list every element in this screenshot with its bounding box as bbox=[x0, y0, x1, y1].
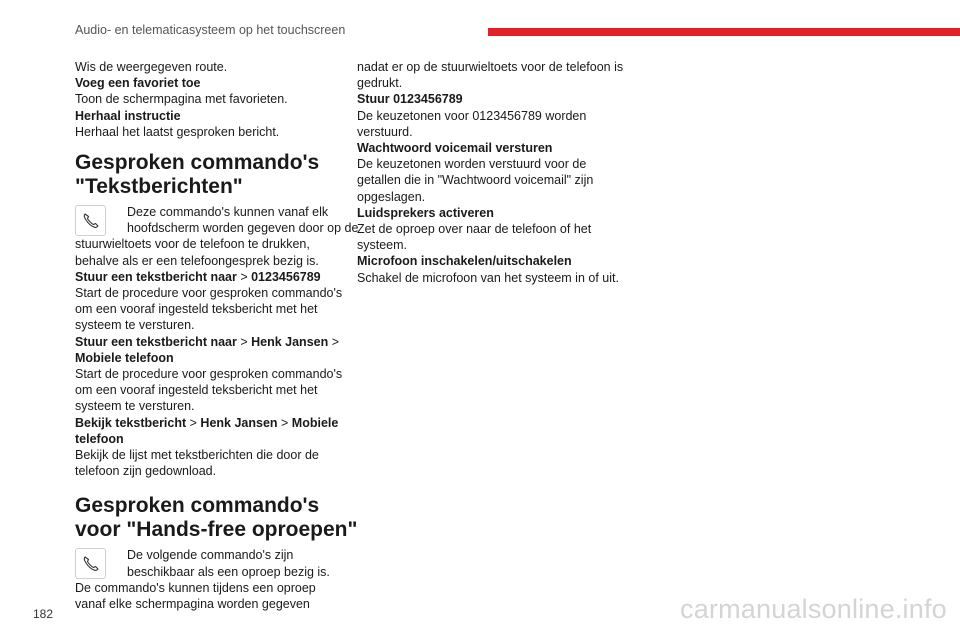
note-line: hoofdscherm worden gegeven door op de bbox=[127, 221, 359, 236]
section-title-line: "Tekstberichten" bbox=[75, 174, 243, 198]
command-description: om een vooraf ingesteld teksbericht met het bbox=[75, 302, 318, 317]
command-separator: > bbox=[236, 334, 252, 349]
command-description: Bekijk de lijst met tekstberichten die door de bbox=[75, 448, 319, 463]
section-title-line: Gesproken commando's bbox=[75, 151, 320, 175]
page-number: 182 bbox=[33, 607, 54, 621]
note-line: vanaf elke schermpagina worden gegeven bbox=[75, 597, 310, 612]
section-title-line: voor "Hands-free oproepen" bbox=[75, 517, 358, 541]
right-column bbox=[357, 59, 625, 286]
command-part: Mobiele bbox=[291, 415, 339, 430]
command-description: systeem te versturen. bbox=[75, 399, 195, 414]
body-line: Schakel de microfoon van het systeem in of uit. bbox=[357, 270, 619, 285]
left-column bbox=[75, 59, 359, 612]
command-separator: > bbox=[236, 269, 252, 284]
header-accent-bar bbox=[488, 28, 960, 36]
body-line: opgeslagen. bbox=[357, 189, 426, 204]
command-part: Stuur een tekstbericht naar bbox=[75, 334, 237, 349]
command-heading: Herhaal instructie bbox=[75, 108, 181, 123]
info-note bbox=[75, 547, 343, 579]
phone-icon bbox=[75, 205, 106, 236]
command-part: Bekijk tekstbericht bbox=[75, 415, 187, 430]
command-description: Start de procedure voor gesproken commando's bbox=[75, 286, 343, 301]
body-line: nadat er op de stuurwieltoets voor de telefoon is bbox=[357, 60, 624, 74]
watermark: carmanualsonline.info bbox=[680, 594, 947, 624]
command-description: telefoon zijn gedownload. bbox=[75, 464, 217, 479]
intro-line: Toon de schermpagina met favorieten. bbox=[75, 92, 288, 107]
command-heading: Luidsprekers activeren bbox=[357, 205, 494, 220]
command-heading-cont: telefoon bbox=[75, 431, 124, 446]
body-line: systeem. bbox=[357, 238, 408, 253]
command-description: om een vooraf ingesteld teksbericht met het bbox=[75, 383, 318, 398]
command-heading bbox=[75, 334, 343, 350]
left-intro bbox=[75, 59, 343, 140]
section-title-text-messages bbox=[75, 151, 343, 198]
command-heading: Microfoon inschakelen/uitschakelen bbox=[357, 254, 572, 269]
command-heading: Wachtwoord voicemail versturen bbox=[357, 141, 553, 156]
note-line: De commando's kunnen tijdens een oproep bbox=[75, 580, 316, 595]
command-part: 0123456789 bbox=[251, 269, 321, 284]
command-heading: Voeg een favoriet toe bbox=[75, 76, 201, 91]
command-description: Start de procedure voor gesproken commando's bbox=[75, 367, 343, 382]
command-heading-cont: Mobiele telefoon bbox=[75, 350, 174, 365]
body-line: verstuurd. bbox=[357, 124, 413, 139]
command-separator: > bbox=[328, 334, 340, 349]
body-line: De keuzetonen worden verstuurd voor de bbox=[357, 157, 587, 172]
body-line: Zet de oproep over naar de telefoon of het bbox=[357, 222, 592, 237]
command-part: Stuur een tekstbericht naar bbox=[75, 269, 237, 284]
note-line: beschikbaar als een oproep bezig is. bbox=[127, 564, 330, 579]
intro-line: Wis de weergegeven route. bbox=[75, 60, 228, 74]
command-description: systeem te versturen. bbox=[75, 318, 195, 333]
header-title: Audio- en telematicasysteem op het touchscreen bbox=[75, 23, 346, 37]
note-line: behalve als er een telefoongesprek bezig is. bbox=[75, 253, 319, 268]
command-heading bbox=[75, 269, 343, 285]
info-note bbox=[75, 204, 359, 236]
note-line: stuurwieltoets voor de telefoon te drukken, bbox=[75, 237, 310, 252]
intro-line: Herhaal het laatst gesproken bericht. bbox=[75, 124, 280, 139]
note-line: Deze commando's kunnen vanaf elk bbox=[127, 205, 329, 220]
section-title-line: Gesproken commando's bbox=[75, 494, 320, 518]
section-title-hands-free bbox=[75, 494, 358, 541]
command-part: Henk Jansen bbox=[251, 334, 329, 349]
body-line: getallen die in "Wachtwoord voicemail" zijn bbox=[357, 173, 594, 188]
note-line: De volgende commando's zijn bbox=[127, 548, 294, 563]
command-separator: > bbox=[186, 415, 201, 430]
phone-icon bbox=[75, 548, 106, 579]
body-line: De keuzetonen voor 0123456789 worden bbox=[357, 108, 587, 123]
body-line: gedrukt. bbox=[357, 76, 403, 91]
command-heading: Stuur 0123456789 bbox=[357, 92, 463, 107]
command-separator: > bbox=[277, 415, 292, 430]
command-heading bbox=[75, 415, 343, 431]
command-part: Henk Jansen bbox=[200, 415, 278, 430]
